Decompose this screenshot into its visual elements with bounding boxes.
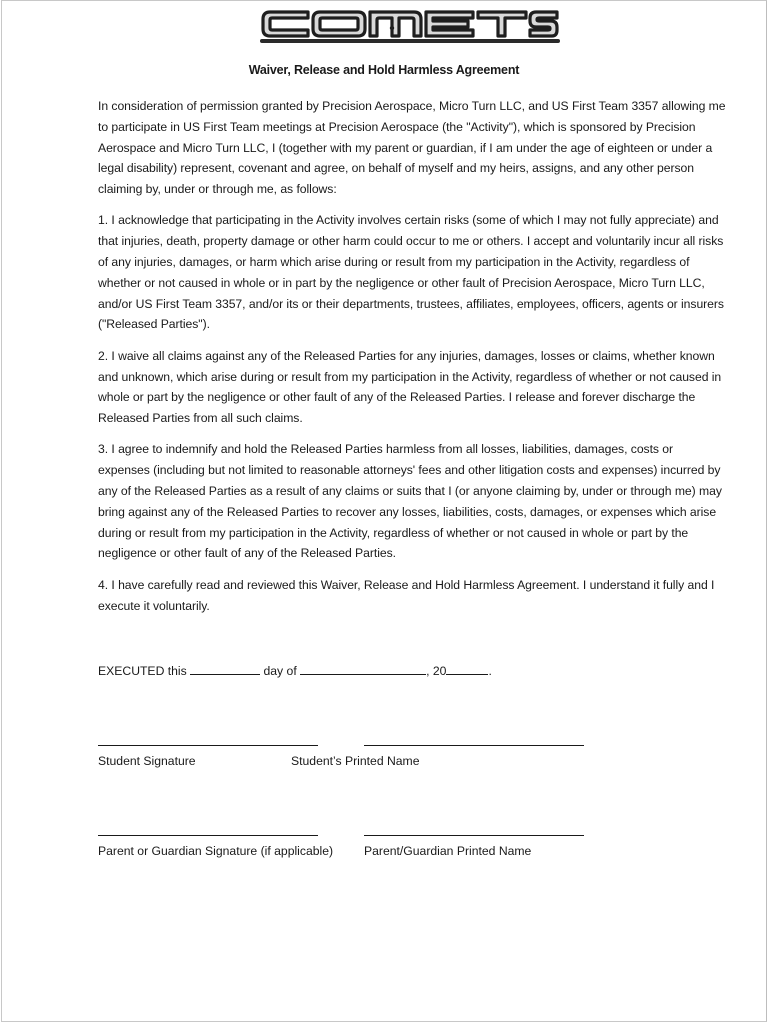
month-field[interactable]	[300, 662, 426, 675]
day-field[interactable]	[190, 662, 260, 675]
document-title: Waiver, Release and Hold Harmless Agreement	[248, 63, 520, 77]
year-field[interactable]	[446, 662, 488, 675]
executed-prefix: EXECUTED this	[98, 664, 187, 678]
agreement-body	[98, 96, 728, 627]
student-printed-name-label: Student’s Printed Name	[291, 754, 420, 768]
student-signature-label: Student Signature	[98, 754, 196, 768]
executed-end: .	[488, 664, 492, 678]
clause-4: 4. I have carefully read and reviewed this Waiver, Release and Hold Harmless Agreement. I understand it fully and I execute it voluntarily.	[98, 577, 715, 613]
parent-signature-line[interactable]	[98, 835, 318, 836]
intro-paragraph: In consideration of permission granted by Precision Aerospace, Micro Turn LLC, and US First Team 3357 allowing me to participate in US First Team meetings at Precision Aerospace (the "Activity"), which is sponsored by Precision Aerospace and Micro Turn LLC, I (together with my parent or guardian, if I am under the age of eighteen or under a legal disability) represent, covenant and agree, on behalf of myself and my heirs, assigns, and any other person claiming by, under or through me, as follows:	[98, 99, 726, 197]
executed-line	[98, 661, 492, 681]
clause-3: 3. I agree to indemnify and hold the Released Parties harmless from all losses, liabilities, damages, costs or expenses (including but not limited to reasonable attorneys' fees and other litigation costs and expenses) incurred by any of the Released Parties as a result of any claims or suits that I (or anyone claiming by, under or through me) may bring against any of the Released Parties to recover any losses, liabilities, costs, damages, or expenses which arise during or result from my participation in the Activity, regardless of whether or not caused in whole or part by the negligence or other fault of any of the Released Parties.	[98, 442, 722, 561]
parent-printed-name-label: Parent/Guardian Printed Name	[364, 844, 532, 858]
document-page	[1, 0, 767, 1022]
student-printed-name-line[interactable]	[364, 745, 584, 746]
clause-1: 1. I acknowledge that participating in the Activity involves certain risks (some of which I may not fully appreciate) and that injuries, death, property damage or other harm could occur to me or others. I accept and voluntarily incur all risks of any injuries, damages, or harm which arise during or result from my participation in the Activity, regardless of whether or not caused in whole or in part by the negligence or other fault of Precision Aerospace, Micro Turn LLC, and/or US First Team 3357, and/or its or their departments, trustees, affiliates, employees, officers, agents or insurers ("Released Parties").	[98, 213, 724, 332]
comets-logo	[258, 7, 562, 45]
clause-2: 2. I waive all claims against any of the Released Parties for any injuries, damages, losses or claims, whether known and unknown, which arise during or result from my participation in the Activity, regardless of whether or not caused in whole or part by the negligence or other fault of any of the Released Parties. I release and forever discharge the Released Parties from all such claims.	[98, 348, 722, 426]
parent-printed-name-line[interactable]	[364, 835, 584, 836]
parent-signature-label: Parent or Guardian Signature (if applicable)	[98, 844, 334, 858]
executed-year-prefix: , 20	[426, 664, 447, 678]
student-signature-line[interactable]	[98, 745, 318, 746]
executed-day-of: day of	[263, 664, 297, 678]
